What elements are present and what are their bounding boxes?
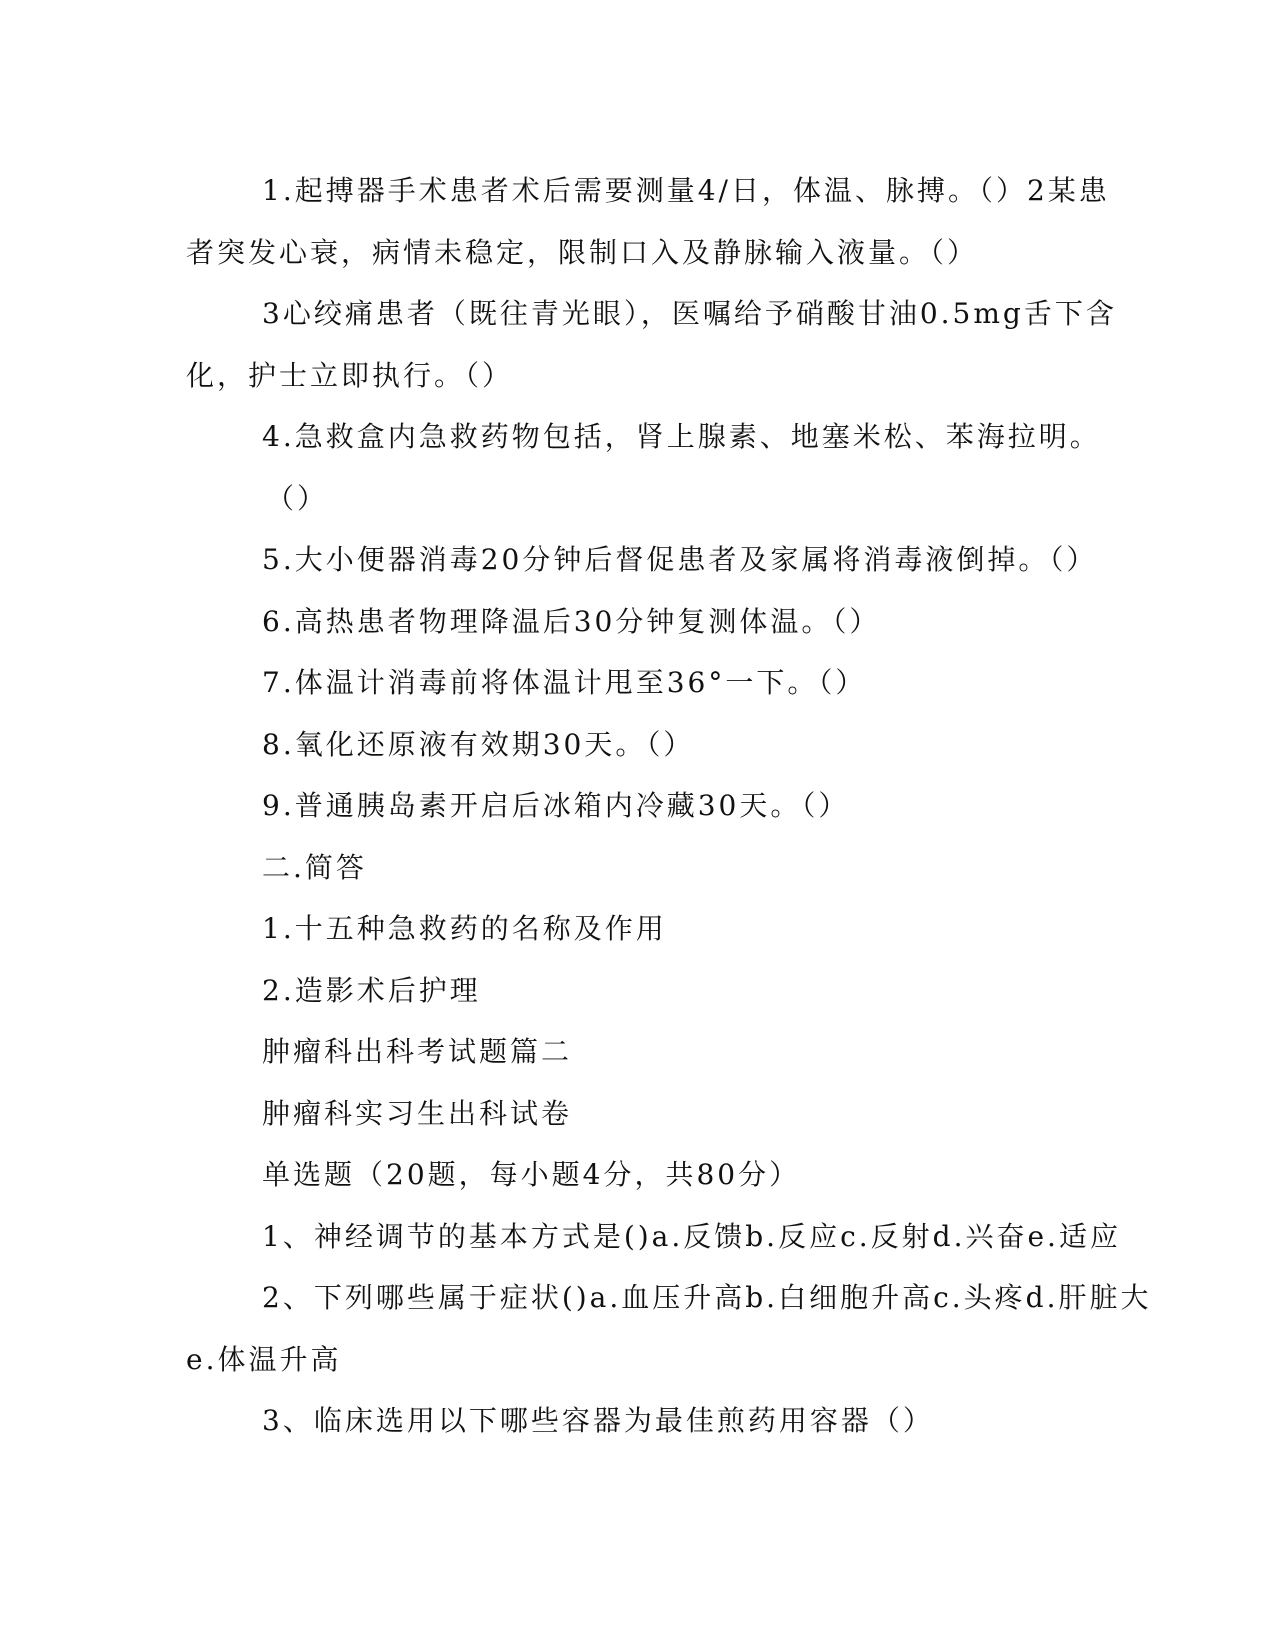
- text-line: 4.急救盒内急救药物包括，肾上腺素、地塞米松、苯海拉明。: [262, 420, 1101, 453]
- text-line: 5.大小便器消毒20分钟后督促患者及家属将消毒液倒掉。（）: [262, 543, 1098, 576]
- text-line: 3心绞痛患者（既往青光眼），医嘱给予硝酸甘油0.5mg舌下含: [262, 297, 1117, 330]
- text-line: 7.体温计消毒前将体温计甩至36°一下。（）: [262, 666, 867, 699]
- text-line: 化，护士立即执行。（）: [186, 358, 514, 392]
- text-line: 6.高热患者物理降温后30分钟复测体温。（）: [262, 604, 881, 638]
- text-line: 2.造影术后护理: [262, 973, 481, 1007]
- text-line: 2、下列哪些属于症状()a.血压升高b.白细胞升高c.头疼d.肝脏大: [262, 1281, 1152, 1314]
- text-line: 者突发心衰，病情未稳定，限制口入及静脉输入液量。（）: [186, 235, 979, 269]
- text-line: 1.起搏器手术患者术后需要测量4/日，体温、脉搏。（）2某患: [262, 174, 1110, 207]
- section-heading: 肿瘤科实习生出科试卷: [262, 1096, 573, 1130]
- text-line: e.体温升高: [186, 1342, 342, 1376]
- text-line: 9.普通胰岛素开启后冰箱内冷藏30天。（）: [262, 789, 850, 822]
- section-heading: 肿瘤科出科考试题篇二: [262, 1035, 573, 1068]
- text-line: 3、临床选用以下哪些容器为最佳煎药用容器（）: [262, 1404, 934, 1437]
- text-line: （）: [266, 481, 329, 515]
- section-heading: 单选题（20题，每小题4分，共80分）: [262, 1158, 801, 1191]
- section-heading: 二.简答: [262, 850, 367, 884]
- text-line: 1、神经调节的基本方式是()a.反馈b.反应c.反射d.兴奋e.适应: [262, 1219, 1121, 1253]
- text-line: 1.十五种急救药的名称及作用: [262, 912, 667, 945]
- document-body: [186, 160, 1152, 1452]
- text-line: 8.氧化还原液有效期30天。（）: [262, 727, 695, 761]
